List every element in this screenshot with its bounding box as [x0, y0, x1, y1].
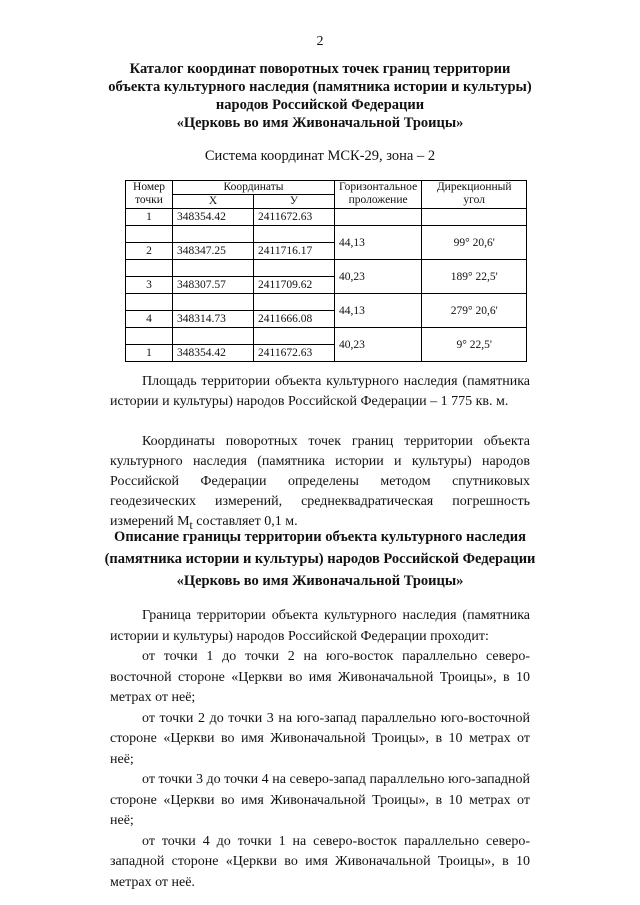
area-paragraph	[110, 372, 530, 412]
description-title-line: «Церковь во имя Живоначальной Троицы»	[176, 573, 464, 589]
point-x: 348314.73	[173, 311, 254, 328]
point-number: 3	[126, 277, 173, 294]
description-item-text: от точки 3 до точки 4 на северо-запад параллельно юго-западной стороне «Церкви во имя Живоначальной Троицы», в 10 метрах от неё;	[110, 772, 530, 828]
segment-angle: 9° 22,5'	[422, 328, 527, 362]
empty-cell	[126, 226, 173, 243]
segment-angle: 279° 20,6'	[422, 294, 527, 328]
point-y: 2411666.08	[254, 311, 335, 328]
segment-distance: 40,23	[335, 328, 422, 362]
point-x: 348354.42	[173, 209, 254, 226]
description-item	[110, 647, 530, 709]
description-item-text: от точки 1 до точки 2 на юго-восток параллельно северо-восточной стороне «Церкви во имя Живоначальной Троицы», в 10 метрах от неё;	[110, 649, 530, 705]
description-item	[110, 832, 530, 894]
header-y: У	[254, 195, 335, 209]
segment-distance: 44,13	[335, 294, 422, 328]
catalog-title-line: Каталог координат поворотных точек границ территории	[129, 61, 511, 77]
point-x: 348307.57	[173, 277, 254, 294]
description-title-line: (памятника истории и культуры) народов Российской Федерации	[104, 551, 536, 567]
point-y: 2411716.17	[254, 243, 335, 260]
table-row	[126, 260, 527, 277]
segment-angle: 189° 22,5'	[422, 260, 527, 294]
segment-distance: 40,23	[335, 260, 422, 294]
header-angle: Дирекционный угол	[422, 181, 527, 209]
empty-cell	[126, 294, 173, 311]
accuracy-paragraph	[110, 432, 530, 536]
point-x: 348354.42	[173, 345, 254, 362]
description-title	[100, 526, 540, 592]
description-title-line: Описание границы территории объекта культурного наследия	[114, 529, 526, 545]
header-x: X	[173, 195, 254, 209]
empty-cell	[173, 294, 254, 311]
header-number: Номер точки	[126, 181, 173, 209]
empty-cell	[126, 260, 173, 277]
table-row	[126, 226, 527, 243]
point-y: 2411709.62	[254, 277, 335, 294]
page-number: 2	[316, 34, 324, 49]
point-number: 2	[126, 243, 173, 260]
header-coords: Координаты	[173, 181, 335, 195]
description-body	[110, 606, 530, 893]
description-item	[110, 709, 530, 771]
empty-cell	[422, 209, 527, 226]
table-body	[126, 209, 527, 362]
description-intro	[110, 606, 530, 647]
catalog-title	[80, 60, 560, 132]
accuracy-subscript: t	[189, 518, 193, 532]
table-row	[126, 294, 527, 311]
empty-cell	[335, 209, 422, 226]
description-item-text: от точки 2 до точки 3 на юго-запад параллельно юго-восточной стороне «Церкви во имя Живоначальной Троицы», в 10 метрах от неё;	[110, 710, 530, 767]
point-number: 4	[126, 311, 173, 328]
empty-cell	[254, 328, 335, 345]
description-item	[110, 770, 530, 832]
accuracy-text: Координаты поворотных точек границ территории объекта культурного наследия (памятника истории и культуры) народов Российской Федерации определены методом спутниковых геодезических измерений, среднеквадратическая погрешность измерений M	[110, 434, 530, 529]
header-distance: Горизонтальное проложение	[335, 181, 422, 209]
catalog-title-line: народов Российской Федерации	[215, 97, 425, 113]
empty-cell	[254, 294, 335, 311]
point-x: 348347.25	[173, 243, 254, 260]
accuracy-text-end: составляет 0,1 м.	[192, 514, 298, 529]
empty-cell	[173, 328, 254, 345]
empty-cell	[126, 328, 173, 345]
point-number: 1	[126, 345, 173, 362]
point-y: 2411672.63	[254, 345, 335, 362]
segment-angle: 99° 20,6'	[422, 226, 527, 260]
segment-distance: 44,13	[335, 226, 422, 260]
empty-cell	[173, 226, 254, 243]
table-row	[126, 209, 527, 226]
empty-cell	[173, 260, 254, 277]
catalog-title-line: «Церковь во имя Живоначальной Троицы»	[176, 115, 464, 131]
empty-cell	[254, 226, 335, 243]
coordinates-table	[125, 180, 527, 362]
point-number: 1	[126, 209, 173, 226]
point-y: 2411672.63	[254, 209, 335, 226]
description-item-text: от точки 4 до точки 1 на северо-восток параллельно северо-западной стороне «Церкви во имя Живоначальной Троицы», в 10 метрах от неё.	[110, 833, 530, 890]
area-text: Площадь территории объекта культурного наследия (памятника истории и культуры) народов Российской Федерации – 1 775 кв. м.	[110, 374, 530, 409]
coord-system-label: Система координат МСК-29, зона – 2	[204, 148, 436, 164]
empty-cell	[254, 260, 335, 277]
catalog-title-line: объекта культурного наследия (памятника истории и культуры)	[108, 79, 532, 95]
description-intro-text: Граница территории объекта культурного наследия (памятника истории и культуры) народов Российской Федерации проходит:	[110, 608, 530, 644]
table-row	[126, 328, 527, 345]
